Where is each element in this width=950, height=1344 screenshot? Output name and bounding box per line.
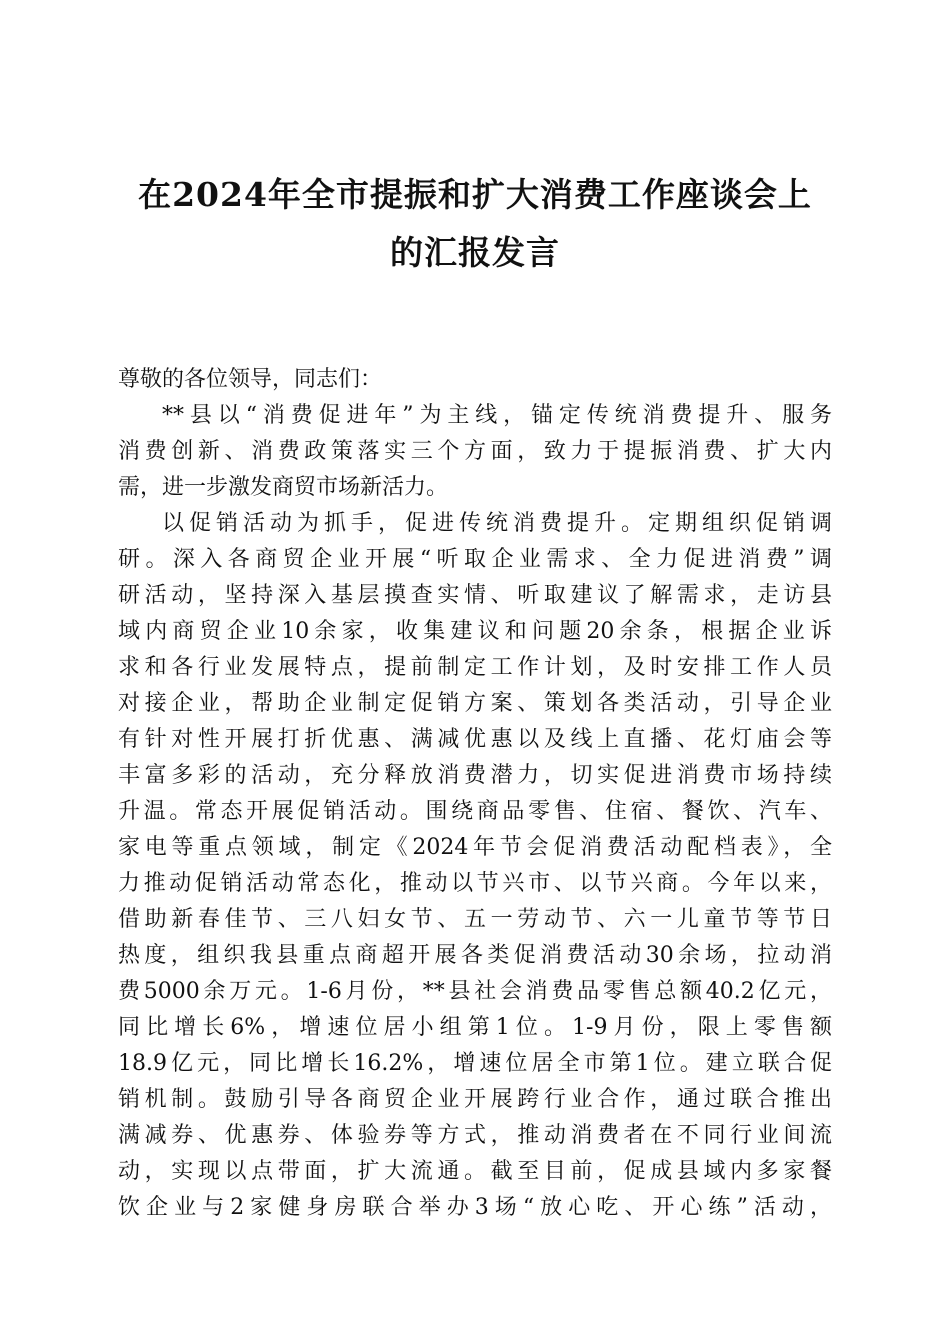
paragraph-line: 动，实现以点带面，扩大流通。截至目前，促成县域内多家餐 [118, 1159, 832, 1184]
greeting: 尊敬的各位领导，同志们： [118, 367, 383, 392]
paragraph-line: 对接企业，帮助企业制定促销方案、策划各类活动，引导企业 [118, 691, 832, 716]
paragraph-line: 有针对性开展打折优惠、满减优惠以及线上直播、花灯庙会等 [118, 727, 832, 752]
paragraph-promotion [118, 506, 832, 1226]
paragraph-line: 饮企业与2家健身房联合举办3场“放心吃、开心练”活动， [118, 1195, 832, 1220]
paragraph-line: 满减券、优惠券、体验券等方式，推动消费者在不同行业间流 [118, 1123, 832, 1148]
paragraph-line: 以促销活动为抓手，促进传统消费提升。定期组织促销调 [162, 511, 832, 536]
paragraph-line: **县以“消费促进年”为主线，锚定传统消费提升、服务 [162, 403, 832, 428]
paragraph-line: 求和各行业发展特点，提前制定工作计划，及时安排工作人员 [118, 655, 832, 680]
paragraph-line: 家电等重点领域，制定《2024年节会促消费活动配档表》，全 [118, 835, 832, 860]
paragraph-line: 力推动促销活动常态化，推动以节兴市、以节兴商。今年以来， [118, 871, 832, 896]
paragraph-line: 热度，组织我县重点商超开展各类促消费活动30余场，拉动消 [118, 943, 832, 968]
document-title [100, 166, 850, 282]
paragraph-line: 借助新春佳节、三八妇女节、五一劳动节、六一儿童节等节日 [118, 907, 832, 932]
paragraph-line: 18.9亿元，同比增长16.2%，增速位居全市第1位。建立联合促 [118, 1051, 832, 1076]
paragraph-line: 丰富多彩的活动，充分释放消费潜力，切实促进消费市场持续 [118, 763, 832, 788]
title-line-2: 的汇报发言 [390, 233, 560, 272]
title-line-1: 在2024年全市提振和扩大消费工作座谈会上 [138, 175, 812, 214]
paragraph-line: 升温。常态开展促销活动。围绕商品零售、住宿、餐饮、汽车、 [118, 799, 832, 824]
paragraph-line: 费5000余万元。1-6月份，**县社会消费品零售总额40.2亿元， [118, 979, 832, 1004]
paragraph-intro [118, 398, 832, 506]
paragraph-line: 需，进一步激发商贸市场新活力。 [118, 475, 449, 500]
paragraph-line: 销机制。鼓励引导各商贸企业开展跨行业合作，通过联合推出 [118, 1087, 832, 1112]
document-body [118, 362, 832, 1226]
paragraph-line: 域内商贸企业10余家，收集建议和问题20余条，根据企业诉 [118, 619, 832, 644]
paragraph-line: 研活动，坚持深入基层摸查实情、听取建议了解需求，走访县 [118, 583, 832, 608]
paragraph-line: 研。深入各商贸企业开展“听取企业需求、全力促进消费”调 [118, 547, 832, 572]
paragraph-line: 同比增长6%，增速位居小组第1位。1-9月份，限上零售额 [118, 1015, 832, 1040]
paragraph-line: 消费创新、消费政策落实三个方面，致力于提振消费、扩大内 [118, 439, 832, 464]
